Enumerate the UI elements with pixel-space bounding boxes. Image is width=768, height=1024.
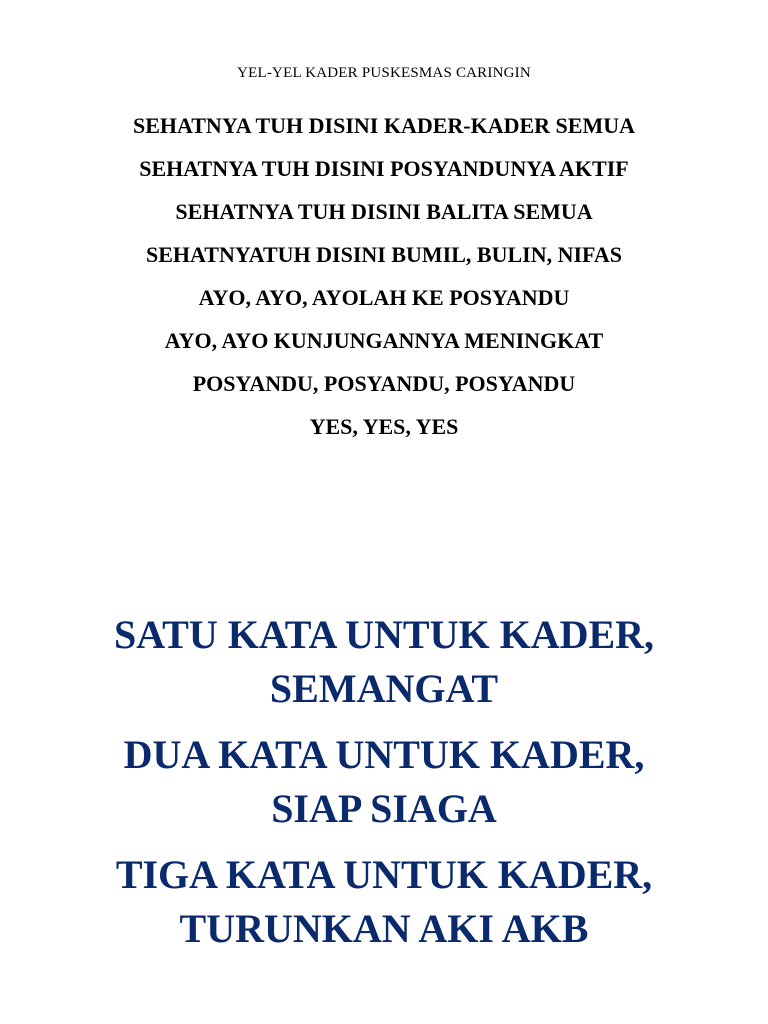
lyric-line-2: SEHATNYA TUH DISINI POSYANDUNYA AKTIF [139, 156, 629, 181]
document-title: YEL-YEL KADER PUSKESMAS CARINGIN [237, 65, 531, 81]
slogan-tiga-line1: TIGA KATA UNTUK KADER, [115, 852, 653, 897]
slogans-block [40, 608, 728, 968]
slogan-satu [40, 608, 728, 716]
lyric-line-7: POSYANDU, POSYANDU, POSYANDU [192, 371, 576, 396]
slogan-dua-line1: DUA KATA UNTUK KADER, [123, 732, 645, 777]
lyric-line-1: SEHATNYA TUH DISINI KADER-KADER SEMUA [132, 113, 636, 138]
lyric-line-8: YES, YES, YES [309, 414, 459, 439]
lyrics-list [0, 108, 768, 452]
lyric-line-5: AYO, AYO, AYOLAH KE POSYANDU [198, 285, 570, 310]
slogan-tiga [40, 848, 728, 956]
slogan-satu-line2: SEMANGAT [269, 666, 499, 711]
lyric-line-4: SEHATNYATUH DISINI BUMIL, BULIN, NIFAS [146, 242, 622, 267]
lyric-line-3: SEHATNYA TUH DISINI BALITA SEMUA [175, 199, 593, 224]
slogan-satu-line1: SATU KATA UNTUK KADER, [113, 612, 655, 657]
slogan-tiga-line2: TURUNKAN AKI AKB [179, 906, 589, 951]
lyric-line-6: AYO, AYO KUNJUNGANNYA MENINGKAT [164, 328, 604, 353]
slogan-dua-line2: SIAP SIAGA [271, 786, 497, 831]
slogan-dua [40, 728, 728, 836]
